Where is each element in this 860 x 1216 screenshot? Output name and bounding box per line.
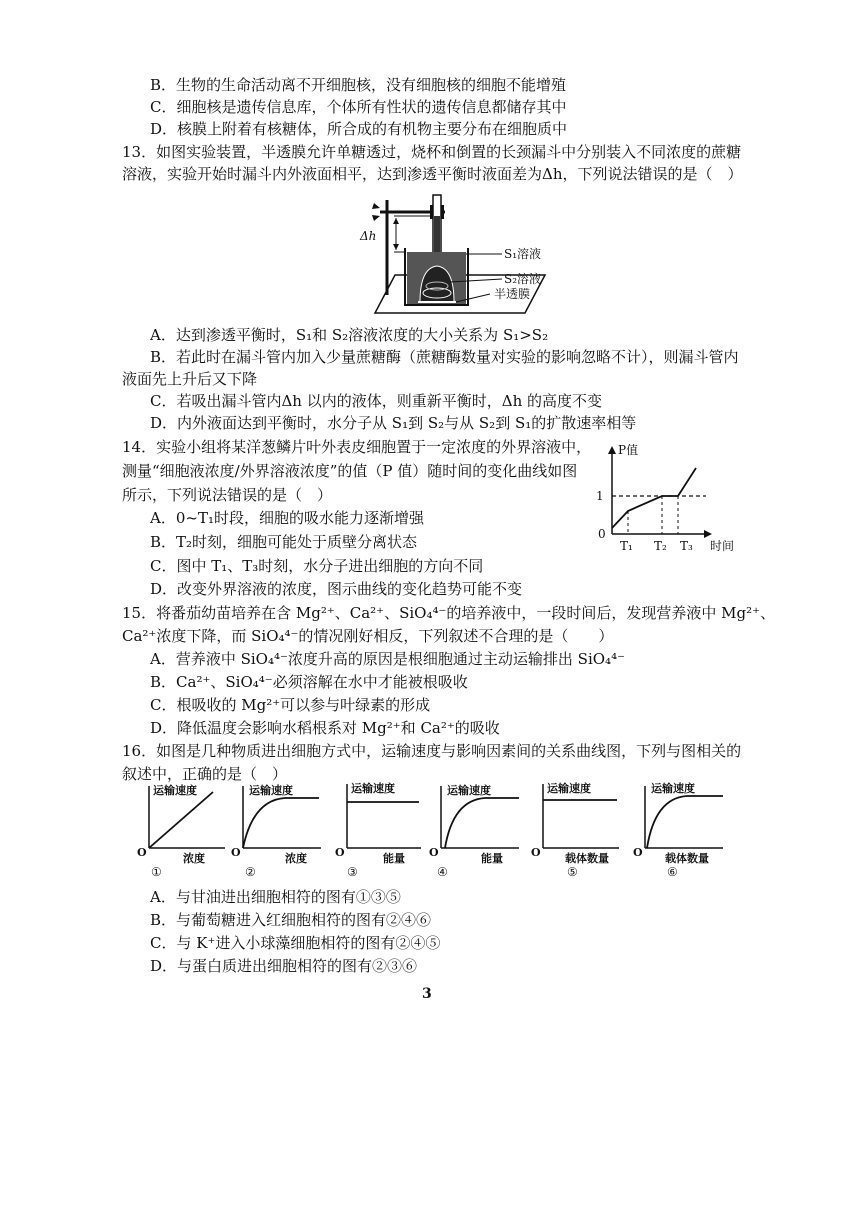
q15-option-b: B．Ca²⁺、SiO₄⁴⁻必须溶解在水中才能被根吸收 [150, 673, 468, 691]
graph-2 [231, 783, 321, 879]
q16-option-d: D．与蛋白质进出细胞相符的图有②③⑥ [150, 957, 418, 975]
q14-option-a: A．0~T₁时段，细胞的吸水能力逐渐增强 [150, 509, 424, 527]
graph-3-ylabel: 运输速度 [351, 782, 395, 795]
q16-stem-line2: 叙述中，正确的是（ ） [122, 765, 288, 783]
q12-option-b: B．生物的生命活动离不开细胞核，没有细胞核的细胞不能增殖 [150, 76, 567, 94]
q14-option-c: C．图中 T₁、T₃时刻，水分子进出细胞的方向不同 [150, 557, 484, 575]
graph-5-number: ⑤ [567, 865, 578, 879]
curve-2 [243, 798, 319, 848]
graph-1-xlabel: 浓度 [183, 852, 205, 865]
q15-option-a: A．营养液中 SiO₄⁴⁻浓度升高的原因是根细胞通过主动运输排出 SiO₄⁴⁻ [150, 650, 626, 668]
graph-4-origin: O [429, 846, 439, 859]
graph-2-number: ② [245, 865, 256, 879]
curve-4 [445, 798, 519, 848]
graph-1 [137, 783, 225, 879]
q13-option-b-line2: 液面先上升后又下降 [122, 370, 258, 388]
osmosis-apparatus-figure [350, 190, 550, 315]
graph-5 [531, 781, 619, 879]
p-value-graph [590, 438, 750, 558]
s1-label: S₁溶液 [504, 247, 542, 261]
graph-1-ylabel: 运输速度 [153, 784, 197, 797]
p-curve [612, 468, 696, 528]
curve-1 [149, 792, 213, 848]
graph-4-xlabel: 能量 [481, 852, 503, 865]
graph-2-ylabel: 运输速度 [249, 784, 293, 797]
q14-option-b: B．T₂时刻，细胞可能处于质壁分离状态 [150, 533, 418, 551]
graph-1-number: ① [151, 865, 162, 879]
q12-option-c: C．细胞核是遗传信息库，个体所有性状的遗传信息都储存其中 [150, 98, 567, 116]
q15-option-d: D．降低温度会影响水稻根系对 Mg²⁺和 Ca²⁺的吸收 [150, 719, 500, 737]
s2-label: S₂溶液 [504, 272, 542, 286]
q13-stem-line2: 溶液，实验开始时漏斗内外液面相平，达到渗透平衡时液面差为Δh，下列说法错误的是（ ） [122, 165, 743, 183]
graph-4-number: ④ [437, 865, 448, 879]
q16-option-b: B．与葡萄糖进入红细胞相符的图有②④⑥ [150, 911, 432, 929]
graph-4 [429, 783, 519, 879]
transport-graphs-row [135, 780, 735, 880]
graph-6 [633, 781, 723, 879]
q15-stem-line2: Ca²⁺浓度下降，而 SiO₄⁴⁻的情况刚好相反，下列叙述不合理的是（ ） [122, 627, 614, 645]
graph-1-origin: O [137, 846, 147, 859]
q13-option-a: A．达到渗透平衡时，S₁和 S₂溶液浓度的大小关系为 S₁>S₂ [150, 326, 549, 344]
graph-6-origin: O [633, 846, 643, 859]
graph-5-ylabel: 运输速度 [547, 782, 591, 795]
q12-option-d: D．核膜上附着有核糖体，所合成的有机物主要分布在细胞质中 [150, 120, 568, 138]
t3-label: T₃ [680, 539, 693, 553]
graph-4-ylabel: 运输速度 [447, 784, 491, 797]
clamp-screw [372, 203, 380, 221]
graph-5-xlabel: 载体数量 [565, 852, 609, 865]
graph-3-origin: O [335, 846, 345, 859]
q14-stem-line2: 测量“细胞液浓度/外界溶液浓度”的值（P 值）随时间的变化曲线如图 [122, 462, 578, 480]
graph-6-xlabel: 载体数量 [665, 852, 709, 865]
graph-3-xlabel: 能量 [383, 852, 405, 865]
graph-3-number: ③ [347, 865, 358, 879]
q15-stem-line1: 15．将番茄幼苗培养在含 Mg²⁺、Ca²⁺、SiO₄⁴⁻的培养液中，一段时间后，发现营养液中 Mg²⁺、 [122, 604, 776, 622]
time-axis-label: 时间 [710, 539, 735, 553]
delta-h-label: Δh [360, 229, 377, 243]
q13-option-c: C．若吸出漏斗管内Δh 以内的液体，则重新平衡时，Δh 的高度不变 [150, 392, 603, 410]
q16-option-c: C．与 K⁺进入小球藻细胞相符的图有②④⑤ [150, 934, 441, 952]
graph-2-xlabel: 浓度 [285, 852, 307, 865]
q14-stem-line1: 14．实验小组将某洋葱鳞片叶外表皮细胞置于一定浓度的外界溶液中， [122, 438, 592, 456]
q13-option-d: D．内外液面达到平衡时，水分子从 S₁到 S₂与从 S₂到 S₁的扩散速率相等 [150, 414, 637, 432]
one-tick: 1 [596, 489, 604, 503]
graph-2-origin: O [231, 846, 241, 859]
q16-stem-line1: 16．如图是几种物质进出细胞方式中，运输速度与影响因素间的关系曲线图，下列与图相关的 [122, 742, 742, 760]
q15-option-c: C．根吸收的 Mg²⁺可以参与叶绿素的形成 [150, 696, 431, 714]
membrane-label: 半透膜 [494, 287, 531, 301]
page-number: 3 [422, 986, 432, 1002]
q14-option-d: D．改变外界溶液的浓度，图示曲线的变化趋势可能不变 [150, 580, 523, 598]
t2-label: T₂ [654, 539, 667, 553]
q14-stem-line3: 所示，下列说法错误的是（ ） [122, 486, 333, 504]
curve-6 [647, 796, 723, 848]
q13-stem-line1: 13．如图实验装置，半透膜允许单糖透过，烧杯和倒置的长颈漏斗中分别装入不同浓度的蔗糖 [122, 143, 742, 161]
graph-6-ylabel: 运输速度 [651, 782, 695, 795]
t1-label: T₁ [620, 539, 633, 553]
p-axis-label: P值 [618, 443, 639, 457]
q13-option-b-line1: B．若此时在漏斗管内加入少量蔗糖酶（蔗糖酶数量对实验的影响忽略不计），则漏斗管内 [150, 348, 739, 366]
graph-3 [335, 781, 421, 879]
q16-option-a: A．与甘油进出细胞相符的图有①③⑤ [150, 888, 401, 906]
graph-6-number: ⑥ [667, 865, 678, 879]
origin-label: 0 [598, 527, 606, 541]
graph-5-origin: O [531, 846, 541, 859]
